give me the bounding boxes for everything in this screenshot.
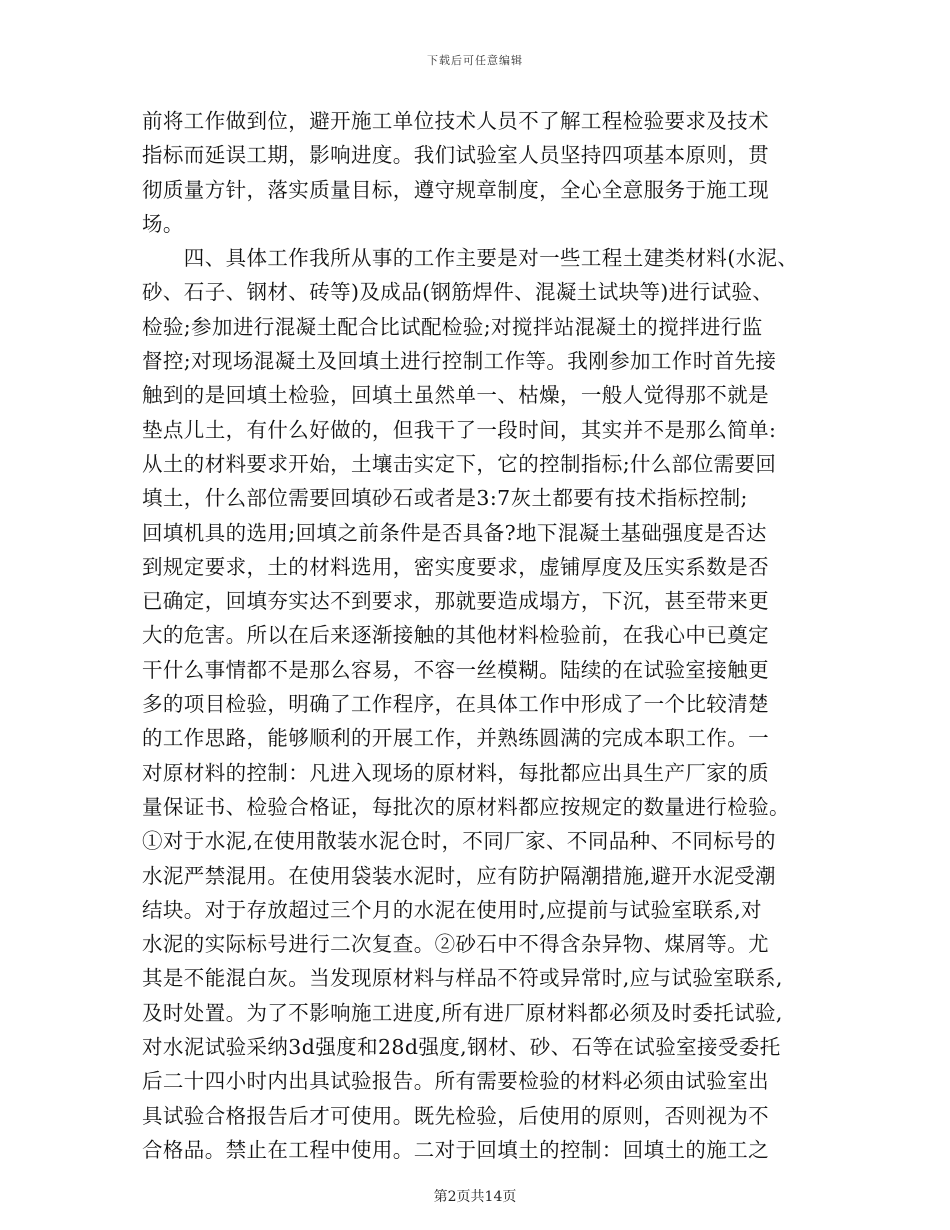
document-body <box>142 104 822 1167</box>
text-line: 干什么事情都不是那么容易，不容一丝模糊。陆续的在试验室接触更 <box>142 657 769 682</box>
text-line: 及时处置。为了不影响施工进度,所有进厂原材料都必须及时委托试验, <box>142 1000 783 1025</box>
page-footer: 第2页共14页 <box>433 1189 517 1205</box>
text-line: 已确定，回填夯实达不到要求，那就要造成塌方，下沉，甚至带来更 <box>142 589 769 614</box>
text-line: 回填机具的选用;回填之前条件是否具备?地下混凝土基础强度是否达 <box>142 520 767 545</box>
text-line: 结块。对于存放超过三个月的水泥在使用时,应提前与试验室联系,对 <box>142 897 762 922</box>
text-line: 其是不能混白灰。当发现原材料与样品不符或异常时,应与试验室联系, <box>142 966 783 991</box>
text-line: 检验;参加进行混凝土配合比试配检验;对搅拌站混凝土的搅拌进行监 <box>142 314 763 339</box>
text-line: 场。 <box>142 211 184 236</box>
text-line: 触到的是回填土检验，回填土虽然单一、枯燥，一般人觉得那不就是 <box>142 383 769 408</box>
text-line: 合格品。禁止在工程中使用。二对于回填土的控制：回填土的施工之 <box>142 1137 769 1162</box>
text-line: 的工作思路，能够顺利的开展工作，并熟练圆满的完成本职工作。一 <box>142 726 769 751</box>
text-line: 四、具体工作我所从事的工作主要是对一些工程土建类材料(水泥、 <box>142 246 799 271</box>
text-line: 水泥严禁混用。在使用袋装水泥时，应有防护隔潮措施,避开水泥受潮 <box>142 863 776 888</box>
text-line: 多的项目检验，明确了工作程序，在具体工作中形成了一个比较清楚 <box>142 692 769 717</box>
text-line: 对原材料的控制：凡进入现场的原材料，每批都应出具生产厂家的质 <box>142 760 769 785</box>
page-header: 下载后可任意编辑 <box>427 54 523 67</box>
text-line: 量保证书、检验合格证，每批次的原材料都应按规定的数量进行检验。 <box>142 794 790 819</box>
text-line: 后二十四小时内出具试验报告。所有需要检验的材料必须由试验室出 <box>142 1069 769 1094</box>
text-line: 砂、石子、钢材、砖等)及成品(钢筋焊件、混凝土试块等)进行试验、 <box>142 280 774 305</box>
text-line: 前将工作做到位，避开施工单位技术人员不了解工程检验要求及技术 <box>142 109 769 133</box>
text-line: 彻质量方针，落实质量目标，遵守规章制度，全心全意服务于施工现 <box>142 177 769 202</box>
text-line: 填土，什么部位需要回填砂石或者是3:7灰土都要有技术指标控制; <box>142 486 748 511</box>
text-line: 督控;对现场混凝土及回填土进行控制工作等。我刚参加工作时首先接 <box>142 349 777 374</box>
text-line: 垫点儿土，有什么好做的，但我干了一段时间，其实并不是那么简单: <box>142 417 777 442</box>
text-line: 指标而延误工期，影响进度。我们试验室人员坚持四项基本原则，贯 <box>142 143 769 168</box>
text-line: 从土的材料要求开始，土壤击实定下，它的控制指标;什么部位需要回 <box>142 451 777 476</box>
text-line: 具试验合格报告后才可使用。既先检验，后使用的原则，否则视为不 <box>142 1103 769 1128</box>
text-line: ①对于水泥,在使用散装水泥仓时，不同厂家、不同品种、不同标号的 <box>142 829 776 854</box>
text-line: 对水泥试验采纳3d强度和28d强度,钢材、砂、石等在试验室接受委托 <box>142 1035 781 1060</box>
text-line: 水泥的实际标号进行二次复查。②砂石中不得含杂异物、煤屑等。尤 <box>142 932 769 957</box>
text-line: 大的危害。所以在后来逐渐接触的其他材料检验前，在我心中已奠定 <box>142 623 769 648</box>
text-line: 到规定要求，土的材料选用，密实度要求，虚铺厚度及压实系数是否 <box>142 554 769 579</box>
